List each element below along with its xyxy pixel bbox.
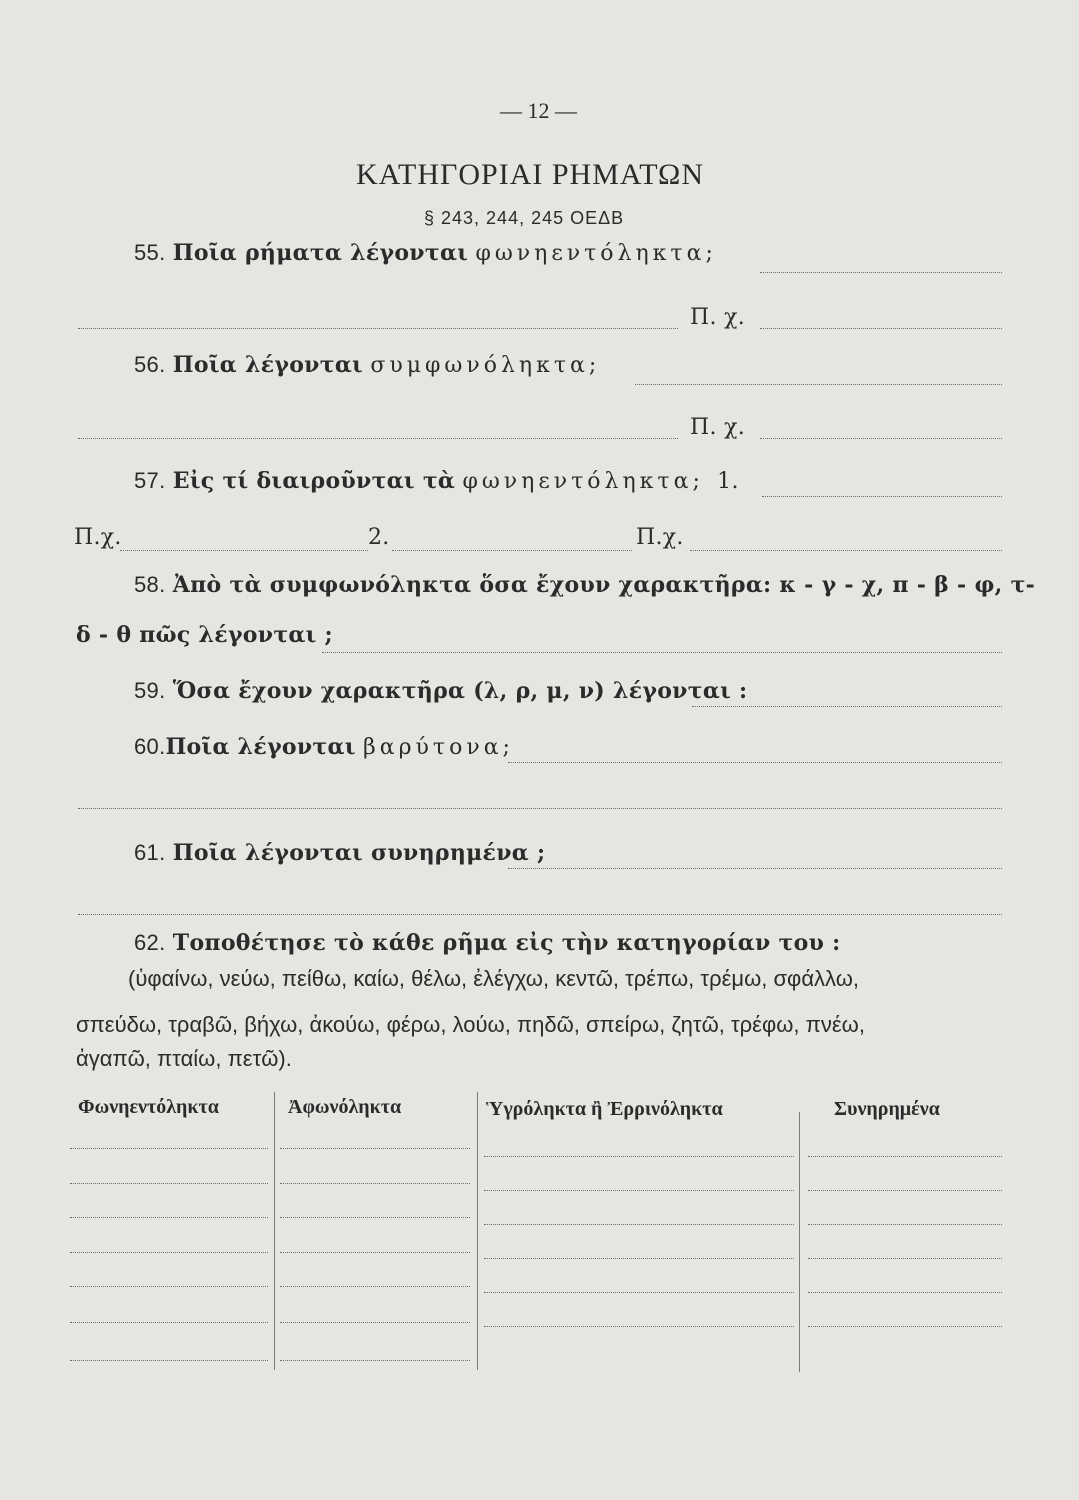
table-answer-line[interactable]: [484, 1326, 794, 1327]
question-term: φωνηεντόληκτα;: [475, 241, 717, 266]
column-divider: [799, 1112, 800, 1372]
table-answer-line[interactable]: [808, 1326, 1002, 1327]
part-2-label: 2.: [368, 525, 390, 550]
part-1-label: 1.: [717, 469, 739, 494]
table-answer-line[interactable]: [280, 1148, 470, 1149]
question-number: 55.: [134, 240, 166, 265]
page-number: — 12 —: [500, 98, 577, 123]
column-header-vowel-stem: Φωνηεντόληκτα: [78, 1096, 219, 1118]
example-label: Π.χ.: [636, 525, 684, 550]
table-answer-line[interactable]: [70, 1183, 268, 1184]
question-number: 60.: [134, 734, 166, 759]
answer-line[interactable]: [78, 328, 678, 329]
question-number: 58.: [134, 572, 166, 597]
question-number: 56.: [134, 352, 166, 377]
answer-line[interactable]: [692, 706, 1002, 707]
section-reference: § 243, 244, 245 ΟΕΔΒ: [424, 208, 625, 228]
question-60: [134, 734, 514, 760]
table-answer-line[interactable]: [70, 1286, 268, 1287]
example-answer-line[interactable]: [120, 550, 368, 551]
question-59: [134, 678, 747, 704]
page-title: ΚΑΤΗΓΟΡΙΑΙ ΡΗΜΑΤΩΝ: [356, 158, 704, 191]
table-answer-line[interactable]: [280, 1286, 470, 1287]
table-answer-line[interactable]: [484, 1292, 794, 1293]
question-text: Τοποθέτησε τὸ κάθε ρῆμα εἰς τὴν κατηγορίαν του :: [172, 930, 841, 956]
table-answer-line[interactable]: [280, 1252, 470, 1253]
verb-list-line-1: (ὑφαίνω, νεύω, πείθω, καίω, θέλω, ἐλέγχω, κεντῶ, τρέπω, τρέμω, σφάλλω,: [128, 966, 859, 991]
column-header-contracted: Συνηρημένα: [834, 1098, 940, 1120]
question-term: φωνηεντόληκτα;: [462, 469, 704, 494]
table-answer-line[interactable]: [70, 1148, 268, 1149]
question-number: 62.: [134, 930, 166, 955]
answer-line[interactable]: [78, 808, 1002, 809]
question-number: 57.: [134, 468, 166, 493]
table-answer-line[interactable]: [808, 1224, 1002, 1225]
answer-line[interactable]: [760, 272, 1002, 273]
verb-list-line-2: σπεύδω, τραβῶ, βήχω, ἀκούω, φέρω, λούω, πηδῶ, σπείρω, ζητῶ, τρέφω, πνέω,: [76, 1012, 865, 1037]
question-text: Ἀπὸ τὰ συμφωνόληκτα ὅσα ἔχουν χαρακτῆρα: κ - γ - χ, π - β - φ, τ-: [172, 572, 1036, 598]
question-55: [134, 240, 717, 266]
example-label: Π. χ.: [690, 305, 745, 330]
column-divider: [477, 1092, 478, 1370]
table-answer-line[interactable]: [484, 1258, 794, 1259]
question-text: Ποῖα ρήματα λέγονται: [172, 240, 469, 266]
answer-line[interactable]: [78, 438, 678, 439]
table-answer-line[interactable]: [70, 1217, 268, 1218]
answer-line[interactable]: [508, 762, 1002, 763]
question-number: 61.: [134, 840, 166, 865]
table-answer-line[interactable]: [484, 1190, 794, 1191]
question-56: [134, 352, 600, 378]
table-answer-line[interactable]: [280, 1183, 470, 1184]
table-answer-line[interactable]: [808, 1292, 1002, 1293]
answer-line[interactable]: [635, 384, 1002, 385]
question-text: δ - θ πῶς λέγονται ;: [76, 622, 333, 648]
table-answer-line[interactable]: [484, 1224, 794, 1225]
table-answer-line[interactable]: [484, 1156, 794, 1157]
example-label: Π. χ.: [690, 415, 745, 440]
example-answer-line[interactable]: [760, 438, 1002, 439]
question-61: [134, 840, 545, 866]
answer-line[interactable]: [78, 914, 1002, 915]
answer-line[interactable]: [508, 868, 1002, 869]
question-58-continued: [76, 622, 333, 648]
example-answer-line[interactable]: [760, 328, 1002, 329]
table-answer-line[interactable]: [808, 1190, 1002, 1191]
table-answer-line[interactable]: [70, 1252, 268, 1253]
part-1-answer-line[interactable]: [762, 496, 1002, 497]
table-answer-line[interactable]: [70, 1360, 268, 1361]
question-text: Εἰς τί διαιροῦνται τὰ: [172, 468, 456, 494]
table-answer-line[interactable]: [808, 1156, 1002, 1157]
question-57: [134, 468, 739, 494]
column-divider: [274, 1092, 275, 1370]
verb-list-line-3: ἀγαπῶ, πταίω, πετῶ).: [76, 1046, 292, 1071]
question-text: Ποῖα λέγονται: [172, 352, 364, 378]
table-answer-line[interactable]: [280, 1217, 470, 1218]
question-number: 59.: [134, 678, 166, 703]
answer-line[interactable]: [322, 652, 1002, 653]
table-answer-line[interactable]: [70, 1322, 268, 1323]
question-term: βαρύτονα;: [363, 735, 514, 760]
table-answer-line[interactable]: [280, 1360, 470, 1361]
part-2-answer-line[interactable]: [392, 550, 632, 551]
question-text: Ὅσα ἔχουν χαρακτῆρα (λ, ρ, μ, ν) λέγονται :: [172, 678, 748, 704]
example-answer-line[interactable]: [690, 550, 1002, 551]
table-answer-line[interactable]: [808, 1258, 1002, 1259]
question-text: Ποῖα λέγονται: [165, 734, 356, 760]
column-header-liquid-nasal-stem: Ὑγρόληκτα ἢ Ἐρρινόληκτα: [486, 1098, 723, 1120]
question-58: [134, 572, 1035, 598]
question-62: [134, 930, 841, 956]
question-term: συμφωνόληκτα;: [370, 353, 601, 378]
table-answer-line[interactable]: [280, 1322, 470, 1323]
question-text: Ποῖα λέγονται συνηρημένα ;: [172, 840, 546, 866]
example-label: Π.χ.: [74, 525, 122, 550]
column-header-mute-stem: Ἀφωνόληκτα: [288, 1096, 402, 1118]
